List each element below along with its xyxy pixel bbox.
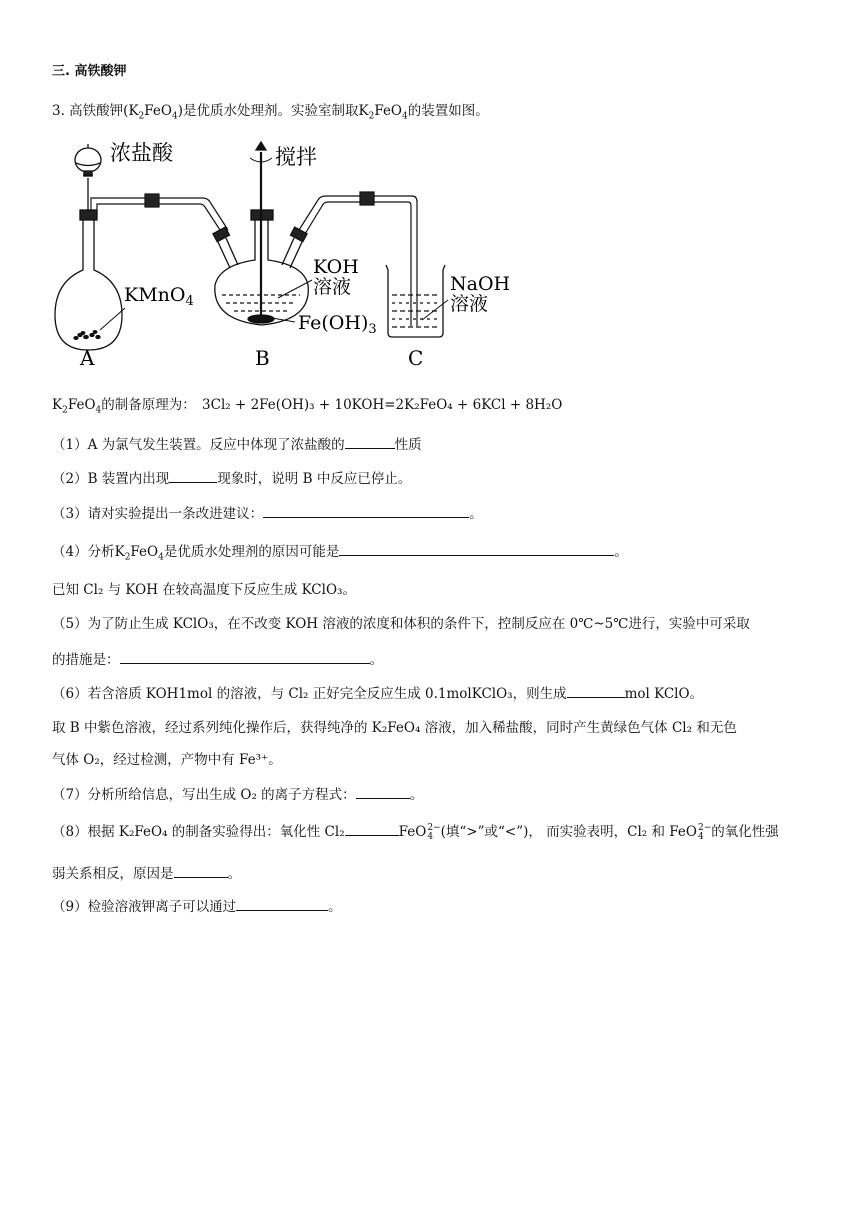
formula-k: K xyxy=(358,103,369,119)
question-7-tail: 。 xyxy=(409,787,424,803)
formula-sub: 4 xyxy=(95,405,102,416)
ion-notation: 2− 4 xyxy=(697,822,712,842)
formula-feo: FeO xyxy=(130,544,159,560)
label-koh-solution: 溶液 xyxy=(313,276,352,298)
formula-feo: FeO xyxy=(67,397,96,413)
answer-blank-4[interactable] xyxy=(339,543,614,556)
connecting-tube-ab xyxy=(91,194,228,233)
question-7 xyxy=(52,783,423,803)
label-naoh-solution: 溶液 xyxy=(450,293,489,315)
formula-sub: 2 xyxy=(62,405,68,416)
formula-sub: 2 xyxy=(368,111,375,122)
flask-b xyxy=(213,142,312,325)
question-5-line-2 xyxy=(52,648,383,668)
intro-text-c: 的装置如图。 xyxy=(407,103,489,119)
question-1-tail: 性质 xyxy=(394,437,422,453)
question-1-text: （1）A 为氯气发生装置。反应中体现了浓盐酸的 xyxy=(52,437,345,453)
principle-prefix: 的制备原理为： xyxy=(101,397,196,413)
ion-notation: 2− 4 xyxy=(427,822,441,842)
label-c: C xyxy=(408,346,424,370)
question-9-text: （9）检验溶液钾离子可以通过 xyxy=(52,899,237,915)
paragraph-line-2: 气体 O₂，经过检测，产物中有 Fe³⁺。 xyxy=(52,752,282,768)
label-hcl: 浓盐酸 xyxy=(110,141,173,165)
question-5-tail: 。 xyxy=(369,652,383,668)
question-3-intro xyxy=(52,99,489,122)
answer-blank-8[interactable] xyxy=(345,823,399,836)
intro-text-a: 3. 高铁酸钾( xyxy=(52,103,129,119)
label-a: A xyxy=(80,346,95,370)
label-feoh3: $Fe(OH)_3$ xyxy=(298,312,377,337)
question-4-mid: 是优质水处理剂的原因可能是 xyxy=(163,544,340,560)
formula-feo: FeO xyxy=(144,103,172,119)
answer-blank-8b[interactable] xyxy=(174,865,228,878)
answer-blank-6[interactable] xyxy=(567,685,625,698)
formula-k: K xyxy=(114,544,125,560)
question-8-line-2 xyxy=(52,862,241,882)
label-naoh: NaOH xyxy=(450,273,511,295)
formula-k: K xyxy=(52,397,63,413)
answer-blank-9[interactable] xyxy=(236,898,328,911)
label-stir: 搅拌 xyxy=(275,145,317,169)
label-b: B xyxy=(255,346,270,370)
question-1 xyxy=(52,433,422,453)
answer-blank-3[interactable] xyxy=(263,505,469,518)
question-5-text: 的措施是： xyxy=(52,652,120,668)
answer-blank-2[interactable] xyxy=(169,470,217,483)
label-kmno4: KMnO$_4$ xyxy=(124,284,194,309)
formula-sub: 4 xyxy=(171,111,178,122)
question-2 xyxy=(52,467,411,487)
question-6-text: （6）若含溶质 KOH1mol 的溶液，与 Cl₂ 正好完全反应生成 0.1molKClO₃，则生成 xyxy=(52,686,567,702)
question-3 xyxy=(52,502,483,522)
reaction-equation: 3Cl₂ + 2Fe(OH)₃ + 10KOH=2K₂FeO₄ + 6KCl + 8H₂O xyxy=(202,397,563,413)
question-2-tail: 现象时，说明 B 中反应已停止。 xyxy=(217,471,412,487)
question-3-tail: 。 xyxy=(469,506,483,522)
question-4-text: （4）分析 xyxy=(52,544,115,560)
question-2-text: （2）B 装置内出现 xyxy=(52,471,170,487)
question-6-tail: mol KClO。 xyxy=(624,686,704,702)
question-8-tail-2: 。 xyxy=(227,866,241,882)
question-4-tail: 。 xyxy=(614,544,628,560)
formula-feo: FeO xyxy=(374,103,402,119)
question-8-line-1 xyxy=(52,820,779,842)
formula-sub: 4 xyxy=(402,111,408,122)
formula-k: K xyxy=(128,103,139,119)
label-koh: KOH xyxy=(313,256,359,278)
answer-blank-1[interactable] xyxy=(345,436,395,449)
question-4 xyxy=(52,540,628,563)
formula-sub: 2 xyxy=(124,552,131,563)
intro-text-b: )是优质水处理剂。实验室制取 xyxy=(177,103,359,119)
formula-sub: 4 xyxy=(158,552,164,563)
apparatus-figure xyxy=(50,130,520,375)
question-8-text-2: 弱关系相反，原因是 xyxy=(52,866,174,882)
question-8-mid: (填“>”或“<”)， 而实验表明，Cl₂ 和 FeO xyxy=(440,824,697,840)
question-8-tail: 的氧化性强 xyxy=(711,824,779,840)
preparation-principle xyxy=(52,393,562,416)
answer-blank-7[interactable] xyxy=(356,786,410,799)
known-condition: 已知 Cl₂ 与 KOH 在较高温度下反应生成 KClO₃。 xyxy=(52,582,356,598)
question-3-text: （3）请对实验提出一条改进建议： xyxy=(52,506,264,522)
ion-feo: FeO xyxy=(398,824,427,840)
question-6 xyxy=(52,682,703,702)
question-9-tail: 。 xyxy=(328,899,342,915)
question-8-text: （8）根据 K₂FeO₄ 的制备实验得出：氧化性 Cl₂ xyxy=(52,824,345,840)
paragraph-line-1: 取 B 中紫色溶液，经过系列纯化操作后，获得纯净的 K₂FeO₄ 溶液，加入稀盐酸，同时产生黄绿色气体 Cl₂ 和无色 xyxy=(52,720,737,736)
answer-blank-5[interactable] xyxy=(120,651,370,664)
flask-a xyxy=(55,144,125,350)
question-5-line-1: （5）为了防止生成 KClO₃，在不改变 KOH 溶液的浓度和体积的条件下，控制反应在 0℃~5℃进行，实验中可采取 xyxy=(52,616,750,632)
question-7-text: （7）分析所给信息，写出生成 O₂ 的离子方程式： xyxy=(52,787,356,803)
formula-sub: 2 xyxy=(138,111,145,122)
question-9 xyxy=(52,895,342,915)
section-title: 三. 高铁酸钾 xyxy=(52,64,127,79)
